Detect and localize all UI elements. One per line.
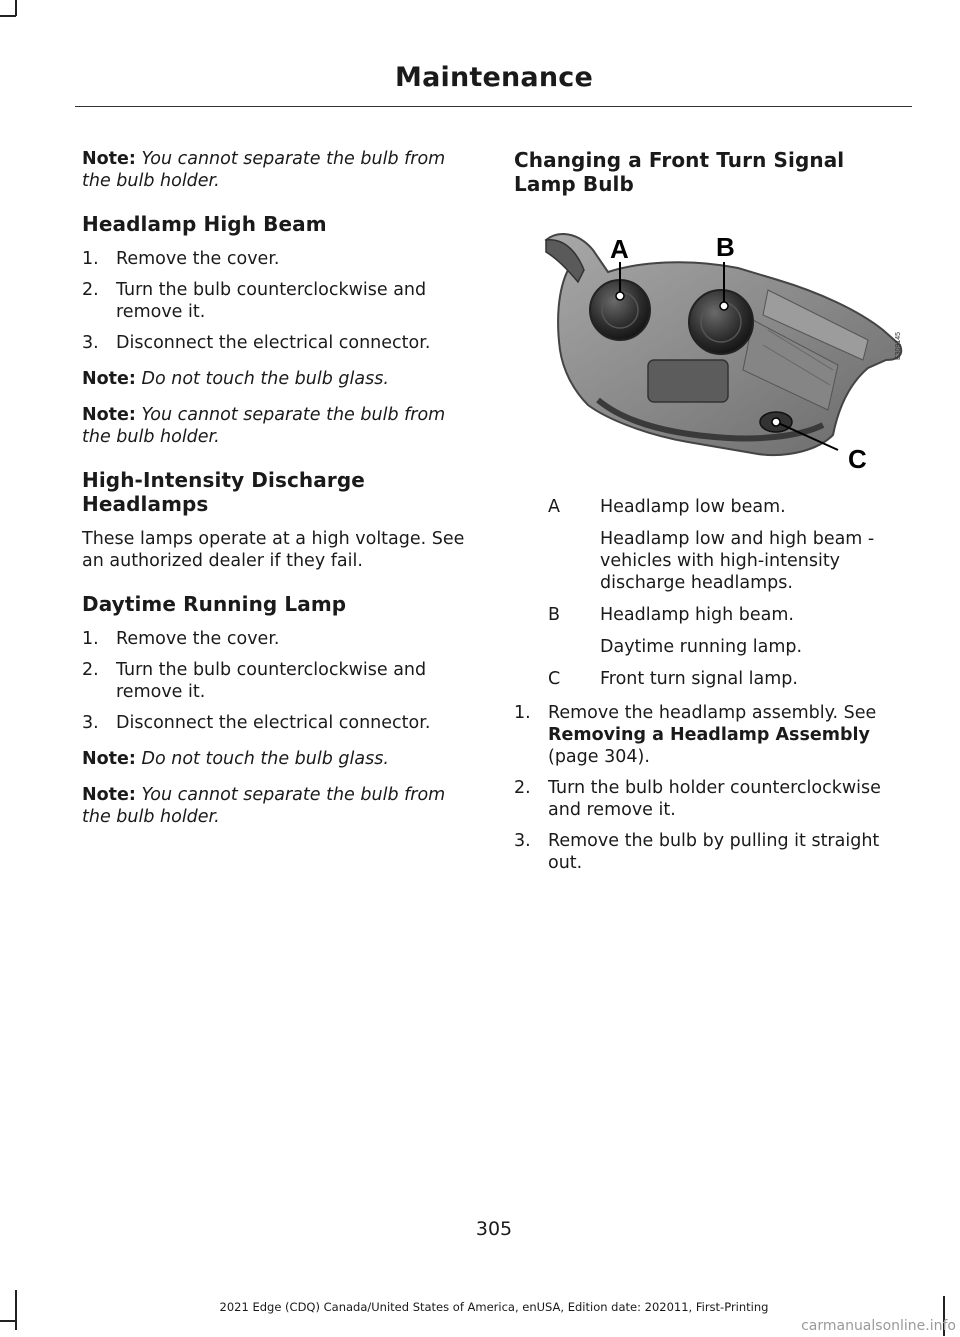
list-item: 2. Turn the bulb counterclockwise and remove it.	[82, 660, 427, 702]
steps-drl	[82, 628, 467, 734]
note: Note: Do not touch the bulb glass.	[82, 369, 389, 389]
legend-row-c: C Front turn signal lamp.	[548, 669, 798, 689]
list-item: 2. Turn the bulb counterclockwise and remove it.	[82, 280, 427, 322]
left-column	[82, 148, 467, 842]
list-item: 1. Remove the cover.	[82, 249, 280, 269]
figure-code: E309145	[895, 331, 902, 360]
list-item: 1. Remove the cover.	[82, 629, 280, 649]
note: Note: You cannot separate the bulb from the bulb holder.	[82, 405, 446, 447]
callout-label-c: C	[848, 444, 867, 470]
page-title: Maintenance	[395, 62, 593, 93]
figure-legend	[548, 496, 912, 690]
cross-reference-link[interactable]: Removing a Headlamp Assembly	[548, 725, 870, 745]
crop-mark	[15, 0, 17, 16]
headlamp-figure	[538, 210, 906, 470]
note: Note: Do not touch the bulb glass.	[82, 749, 389, 769]
headlamp-assembly-illustration	[538, 210, 906, 470]
steps-high-beam	[82, 248, 467, 354]
high-beam-bulb-socket	[689, 290, 753, 354]
list-item: 2. Turn the bulb holder counterclockwise and remove it.	[514, 778, 881, 820]
callout-label-b: B	[716, 232, 735, 262]
steps-turn-signal	[514, 702, 912, 874]
crop-mark	[0, 15, 16, 17]
section-heading-hid: High-Intensity Discharge Headlamps	[82, 468, 365, 516]
watermark: carmanualsonline.info	[801, 1318, 956, 1334]
note: Note: You cannot separate the bulb from the bulb holder.	[82, 149, 446, 191]
section-heading-drl: Daytime Running Lamp	[82, 592, 347, 616]
page-number: 305	[475, 1218, 513, 1240]
list-item: 3. Disconnect the electrical connector.	[82, 333, 431, 353]
footer-edition: 2021 Edge (CDQ) Canada/United States of America, enUSA, Edition date: 202011, First-Printing	[219, 1300, 769, 1314]
connector-block	[648, 360, 728, 402]
legend-row-a: A Headlamp low beam. Headlamp low and high beam - vehicles with high-intensity discharge headlamps.	[548, 497, 875, 593]
section-heading-high-beam: Headlamp High Beam	[82, 212, 327, 236]
right-column	[514, 148, 912, 888]
header-divider	[75, 106, 912, 107]
callout-label-a: A	[610, 234, 629, 264]
section-heading-turn-signal: Changing a Front Turn Signal Lamp Bulb	[514, 148, 845, 196]
list-item: 3. Disconnect the electrical connector.	[82, 713, 431, 733]
list-item: 1. Remove the headlamp assembly. See Removing a Headlamp Assembly (page 304).	[514, 703, 877, 767]
legend-row-b: B Headlamp high beam. Daytime running lamp.	[548, 605, 803, 657]
note: Note: You cannot separate the bulb from the bulb holder.	[82, 785, 446, 827]
list-item: 3. Remove the bulb by pulling it straight out.	[514, 831, 880, 873]
crop-mark	[0, 1320, 16, 1322]
paragraph: These lamps operate at a high voltage. See an authorized dealer if they fail.	[82, 529, 465, 571]
